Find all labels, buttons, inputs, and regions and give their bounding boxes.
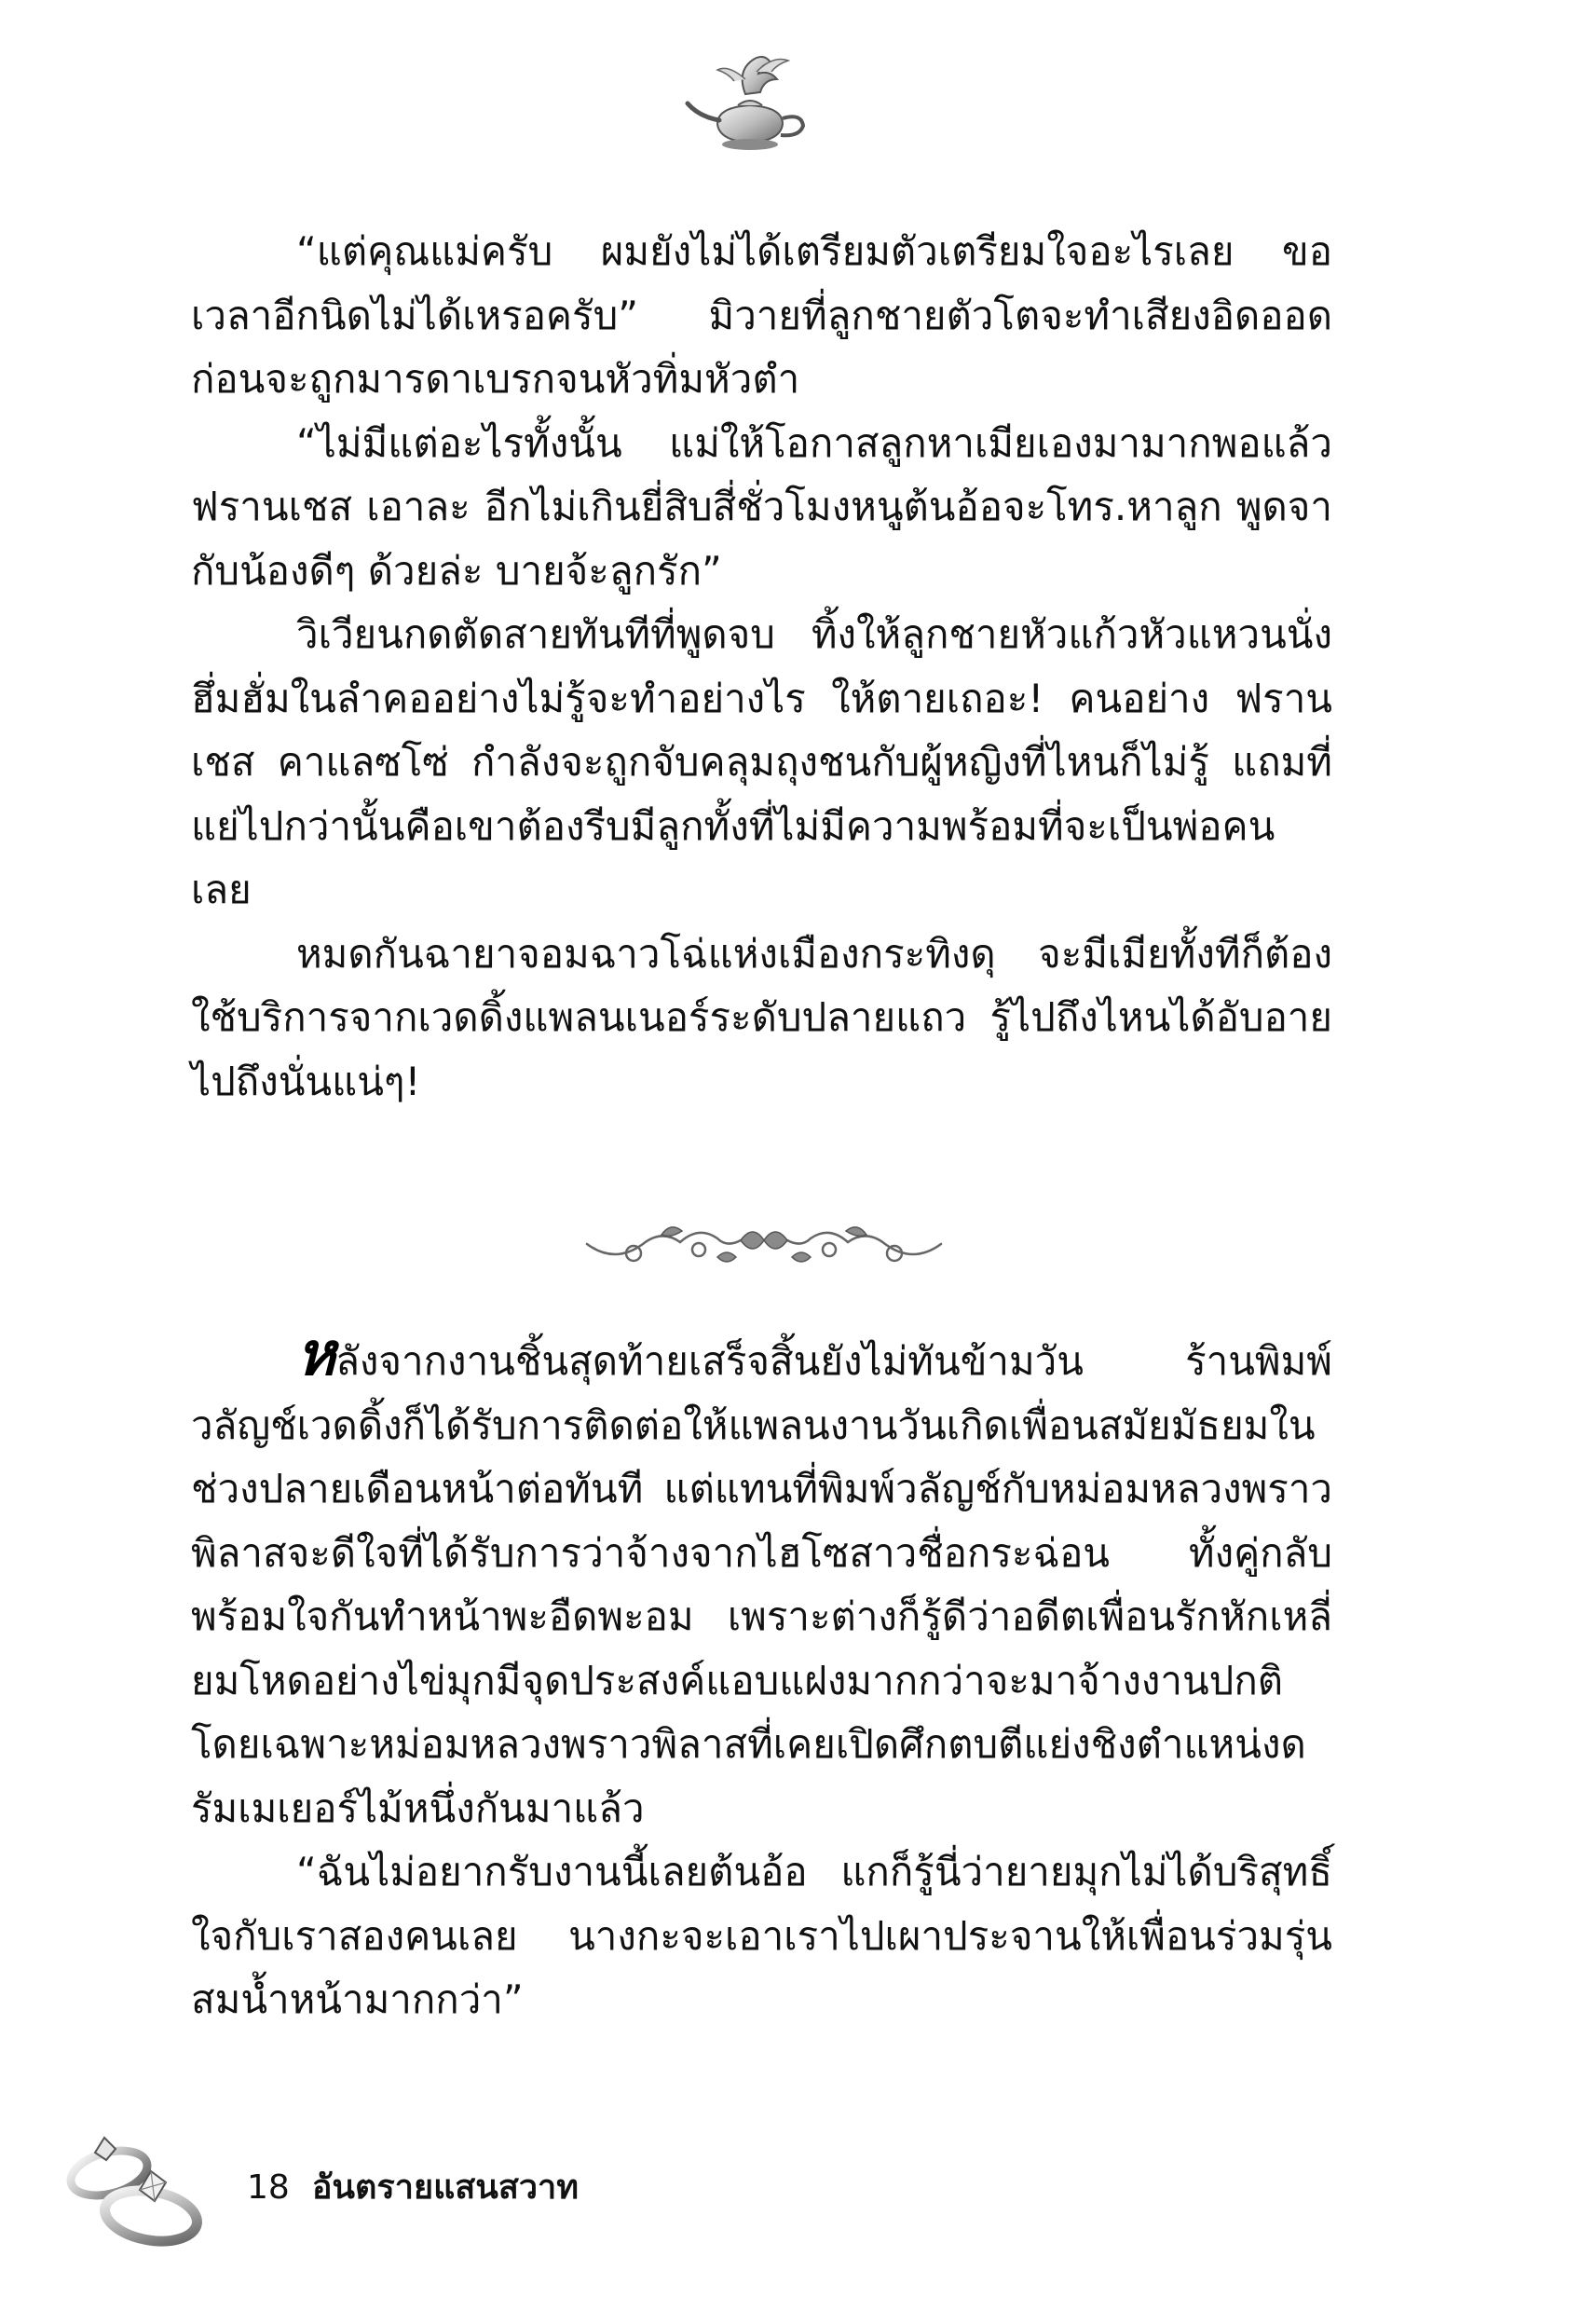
paragraph: หมดกันฉายาจอมฉาวโฉ่แห่งเมืองกระทิงดุ จะมีเมียทั้งทีก็ต้องใช้บริการจากเวดดิ้งแพลนเนอร์ระดับปลายแถว รู้ไปถึงไหนได้อับอายไปถึงนั่นแน่ๆ! [191, 930, 1332, 1104]
paragraph: “แต่คุณแม่ครับ ผมยังไม่ได้เตรียมตัวเตรียมใจอะไรเลย ขอเวลาอีกนิดไม่ได้เหรอครับ” มิวายที่ลูกชายตัวโตจะทำเสียงอิดออด ก่อนจะถูกมารดาเบรกจนหัวทิ่มหัวตำ [191, 228, 1332, 402]
paragraph: “ไม่มีแต่อะไรทั้งนั้น แม่ให้โอกาสลูกหาเมียเองมามากพอแล้ว ฟรานเชส เอาละ อีกไม่เกินยี่สิบสี่ชั่วโมงหนูต้นอ้อจะโทร.หาลูก พูดจากับน้องดีๆ ด้วยล่ะ บายจ้ะลูกรัก” [191, 419, 1332, 594]
book-title: อันตรายแสนสวาท [311, 2168, 579, 2207]
paragraph [191, 1320, 1332, 1840]
drop-cap: ห [296, 1320, 336, 1389]
paragraph: “ฉันไม่อยากรับงานนี้เลยต้นอ้อ แกก็รู้นี่ว่ายายมุกไม่ได้บริสุทธิ์ใจกับเราสองคนเลย นางกะจะเอาเราไปเผาประจานให้เพื่อนร่วมรุ่นสมน้ำหน้ามากกว่า” [191, 1849, 1332, 2022]
body-text-bottom [191, 1320, 1332, 2032]
page-footer [247, 2160, 579, 2213]
teapot-fairy-icon [680, 51, 820, 163]
paragraph: วิเวียนกดตัดสายทันทีที่พูดจบ ทิ้งให้ลูกชายหัวแก้วหัวแหวนนั่งฮึ่มฮั่มในลำคออย่างไม่รู้จะทำอย่างไร ให้ตายเถอะ! คนอย่าง ฟรานเชส คาแลซโซ่ กำลังจะถูกจับคลุมถุงชนกับผู้หญิงที่ไหนก็ไม่รู้ แถมที่แย่ไปกว่านั้นคือเขาต้องรีบมีลูกทั้งที่ไม่มีความพร้อมที่จะเป็นพ่อคนเลย [191, 611, 1332, 912]
diamond-rings-icon [58, 2115, 216, 2255]
floral-divider-icon [578, 1216, 950, 1272]
paragraph-text: ลังจากงานชิ้นสุดท้ายเสร็จสิ้นยังไม่ทันข้ามวัน ร้านพิมพ์วลัญช์เวดดิ้งก็ได้รับการติดต่อให้แพลนงานวันเกิดเพื่อนสมัยมัธยมในช่วงปลายเดือนหน้าต่อทันที แต่แทนที่พิมพ์วลัญช์กับหม่อมหลวงพราวพิลาสจะดีใจที่ได้รับการว่าจ้างจากไฮโซสาวชื่อกระฉ่อน ทั้งคู่กลับพร้อมใจกันทำหน้าพะอืดพะอม เพราะต่างก็รู้ดีว่าอดีตเพื่อนรักหักเหลี่ยมโหดอย่างไข่มุกมีจุดประสงค์แอบแฝงมากกว่าจะมาจ้างงานปกติ โดยเฉพาะหม่อมหลวงพราวพิลาสที่เคยเปิดศึกตบตีแย่งชิงตำแหน่งดรัมเมเยอร์ไม้หนึ่งกันมาแล้ว [191, 1338, 1332, 1831]
page-number: 18 [247, 2168, 290, 2207]
body-text-top [191, 220, 1332, 1114]
